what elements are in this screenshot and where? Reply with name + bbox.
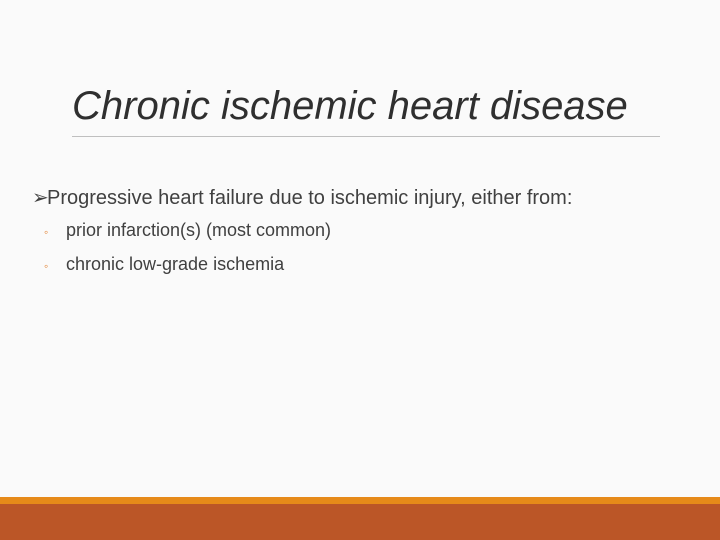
bullet-text: Progressive heart failure due to ischemic injury, either from: bbox=[47, 187, 573, 209]
title-underline bbox=[72, 136, 660, 137]
footer-accent-stripe bbox=[0, 497, 720, 504]
ring-bullet-icon: ◦ bbox=[44, 259, 49, 273]
slide-content bbox=[32, 184, 692, 282]
sub-bullet-text: prior infarction(s) (most common) bbox=[66, 220, 332, 240]
bullet-item bbox=[32, 184, 692, 212]
footer-bar bbox=[0, 504, 720, 540]
sub-bullet-list bbox=[32, 214, 692, 282]
arrow-bullet-icon: ➢ bbox=[32, 187, 49, 209]
sub-bullet-item bbox=[44, 248, 692, 282]
ring-bullet-icon: ◦ bbox=[44, 225, 49, 239]
sub-bullet-item bbox=[44, 214, 692, 248]
sub-bullet-text: chronic low-grade ischemia bbox=[66, 254, 285, 274]
slide-title: Chronic ischemic heart disease bbox=[72, 84, 628, 128]
